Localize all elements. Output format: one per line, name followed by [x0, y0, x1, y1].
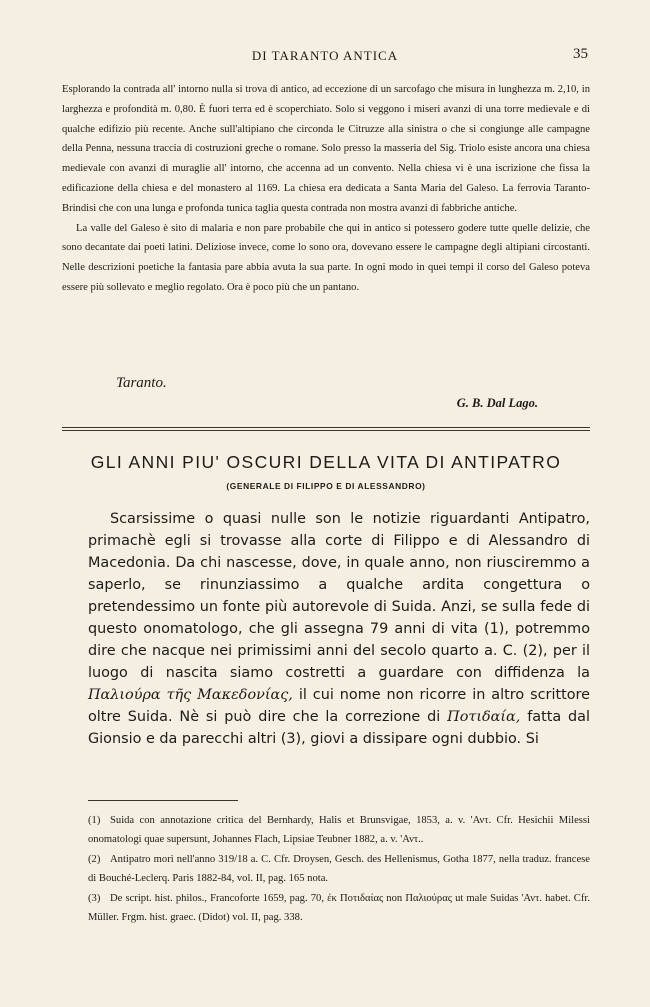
- footnote-2: [88, 851, 590, 888]
- footnote-text: Antipatro morì nell'anno 319/18 a. C. Cfr. Droysen, Gesch. des Hellenismus, Gotha 1877, nella traduz. francese di Bouché-Leclerq. Paris 1882-84, vol. II, pag. 165 nota.: [88, 854, 590, 884]
- place-signature: Taranto.: [116, 375, 167, 391]
- paragraph-esplorando: Esplorando la contrada all' intorno nulla si trova di antico, ad eccezione di un sarcofago che misura in lunghezza m. 2,10, in larghezza e profondità m. 0,80. È fuori terra ed è scoperchiato. Solo si veggono i miseri avanzi di una torre medievale e di qualche edifizio più recente. Anche sull'altipiano che circonda le Citruzze alla sinistra o che si congiunge alle campagne della Penna, nessuna traccia di costruzioni greche o romane. Solo presso la masseria del Sig. Triolo esiste ancora una chiesa medievale con avanzi di muraglie all' intorno, che accenna ad un convento. Nella chiesa vi è una iscrizione che fissa la edificazione della chiesa e del monastero al 1169. La chiesa era dedicata a Santa Maria del Galeso. La ferrovia Taranto-Brindisi che con una lunga e profonda tunica taglia questa contrada non mostra avanzi di fabbriche antiche.: [62, 84, 590, 214]
- footnote-1: [88, 812, 590, 849]
- article-body: [88, 508, 590, 750]
- footnote-number: (1): [88, 815, 101, 826]
- previous-article-conclusion: [62, 80, 590, 298]
- body-text-3: fatta dal Gionsio e da parecchi altri (3), giovi a dissipare ogni dubbio. Si: [88, 709, 590, 747]
- greek-term-potidaia: Ποτιδαία,: [447, 709, 521, 725]
- greek-term-paliura: Παλιούρα τῆς Μακεδονίας,: [88, 687, 293, 703]
- author-signature: G. B. Dal Lago.: [456, 396, 538, 410]
- footnote-number: (3): [88, 893, 101, 905]
- footnote-text: Suida con annotazione critica del Bernhardy, Halis et Brunsvigae, 1853, a. v. 'Αντ. Cfr. Hesichii Milessi onomatologi quae supersunt, Johannes Flach, Lipsiae Teubner 1882, a. v. 'Αντ..: [88, 815, 590, 845]
- footnote-divider: [88, 800, 238, 801]
- body-text-1: Scarsissime o quasi nulle son le notizie riguardanti Antipatro, primachè egli si trovasse alla corte di Filippo e di Alessandro di Macedonia. Da chi nascesse, dove, in quale anno, non riusciremmo a saperlo, se rinunziassimo a qualche ardita congettura o pretendessimo un fonte più autorevole di Suida. Anzi, se sulla fede di questo onomatologo, che gli assegna 79 anni di vita (1), potremmo dire che nacque nei primissimi anni del secolo quarto a. C. (2), per il luogo di nascita siamo costretti a guardare con diffidenza la: [88, 511, 590, 681]
- body-text-2: il cui nome non ricorre in altro scrittore oltre Suida. Nè si può dire che la correzione di: [88, 687, 590, 725]
- footnote-3: [88, 890, 590, 927]
- footnote-number: (2): [88, 854, 101, 866]
- running-head: DI TARANTO ANTICA: [251, 48, 399, 63]
- footnotes: [88, 812, 590, 930]
- article-subtitle: (GENERALE DI FILIPPO E DI ALESSANDRO): [226, 481, 426, 491]
- paragraph-valle-galeso: La valle del Galeso è sito di malaria e non pare probabile che qui in antico si potessero godere tutte quelle delizie, che sono decantate dai poeti latini. Deliziose invece, come lo sono ora, dovevano essere le campagne degli altipiani circostanti. Nelle descrizioni poetiche la fantasia pare abbia avuta la sua parte. In ogni modo in quei tempi il corso del Galeso poteva essere più sollevato e meglio regolato. Ora è poco più che un pantano.: [62, 222, 590, 293]
- footnote-text: De script. hist. philos., Francoforte 1659, pag. 70, ἐκ Ποτιδαίας non Παλιούρας ut male Suidas 'Αντ. habet. Cfr. Müller. Frgm. hist. graec. (Didot) vol. II, pag. 338.: [88, 893, 590, 923]
- article-paragraph: [88, 508, 590, 750]
- section-divider-bottom: [62, 430, 590, 431]
- page-number: 35: [573, 46, 588, 62]
- section-divider-top: [62, 427, 590, 428]
- article-title: GLI ANNI PIU' OSCURI DELLA VITA DI ANTIPATRO: [90, 452, 562, 472]
